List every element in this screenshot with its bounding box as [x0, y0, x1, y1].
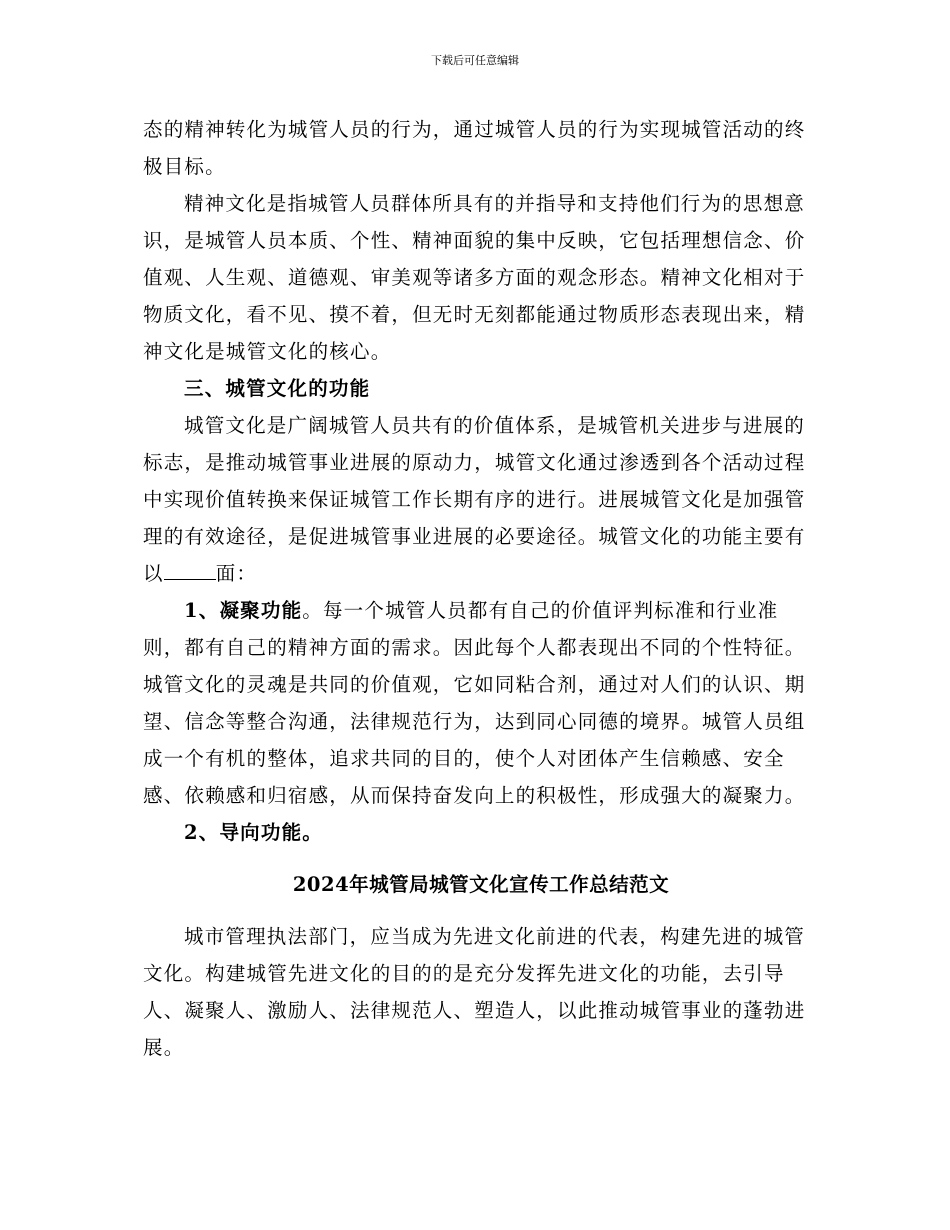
paragraph-spiritual-culture: 精神文化是指城管人员群体所具有的并指导和支持他们行为的思想意识，是城管人员本质、个性、精神面貌的集中反映，它包括理想信念、价值观、人生观、道德观、审美观等诸多方面的观念形态。精神文化相对于物质文化，看不见、摸不着，但无时无刻都能通过物质形态表现出来，精神文化是城管文化的核心。: [143, 192, 806, 363]
cohesion-text: 。每一个城管人员都有自己的价值评判标准和行业准则，都有自己的精神方面的需求。因此每个人都表现出不同的个性特征。城管文化的灵魂是共同的价值观，它如同粘合剂，通过对人们的认识、期望、信念等整合沟通，法律规范行为，达到同心同德的境界。城管人员组成一个有机的整体，追求共同的目的，使个人对团体产生信赖感、安全感、依赖感和归宿感，从而保持奋发向上的积极性，形成强大的凝聚力。: [143, 599, 806, 807]
guidance-function-heading: 2、导向功能。: [184, 821, 323, 844]
document-body: [143, 111, 819, 1066]
paragraph-intro-summary: 城市管理执法部门，应当成为先进文化前进的代表，构建先进的城管文化。构建城管先进文化的目的的是充分发挥先进文化的功能，去引导人、凝聚人、激励人、法律规范人、塑造人，以此推动城管事业的蓬勃进展。: [143, 925, 806, 1059]
cohesion-label: 1、凝聚功能: [184, 599, 303, 622]
section-heading-functions: 三、城管文化的功能: [184, 377, 371, 400]
document-title: 2024年城管局城管文化宣传工作总结范文: [292, 873, 670, 896]
functions-intro-text: 城管文化是广阔城管人员共有的价值体系，是城管机关进步与进展的标志，是推动城管事业进展的原动力，城管文化通过渗透到各个活动过程中实现价值转换来保证城管工作长期有序的进行。进展城管文化是加强管理的有效途径，是促进城管事业进展的必要途径。城管文化的功能主要有以: [143, 414, 806, 585]
page-header: 下载后可任意编辑: [431, 54, 519, 67]
paragraph-cohesion-function: [143, 592, 819, 814]
functions-intro-end: 面：: [215, 562, 258, 585]
paragraph-functions-intro: [143, 407, 819, 592]
paragraph-continuation: 态的精神转化为城管人员的行为，通过城管人员的行为实现城管活动的终极目标。: [143, 118, 806, 178]
fill-blank: [164, 557, 216, 580]
